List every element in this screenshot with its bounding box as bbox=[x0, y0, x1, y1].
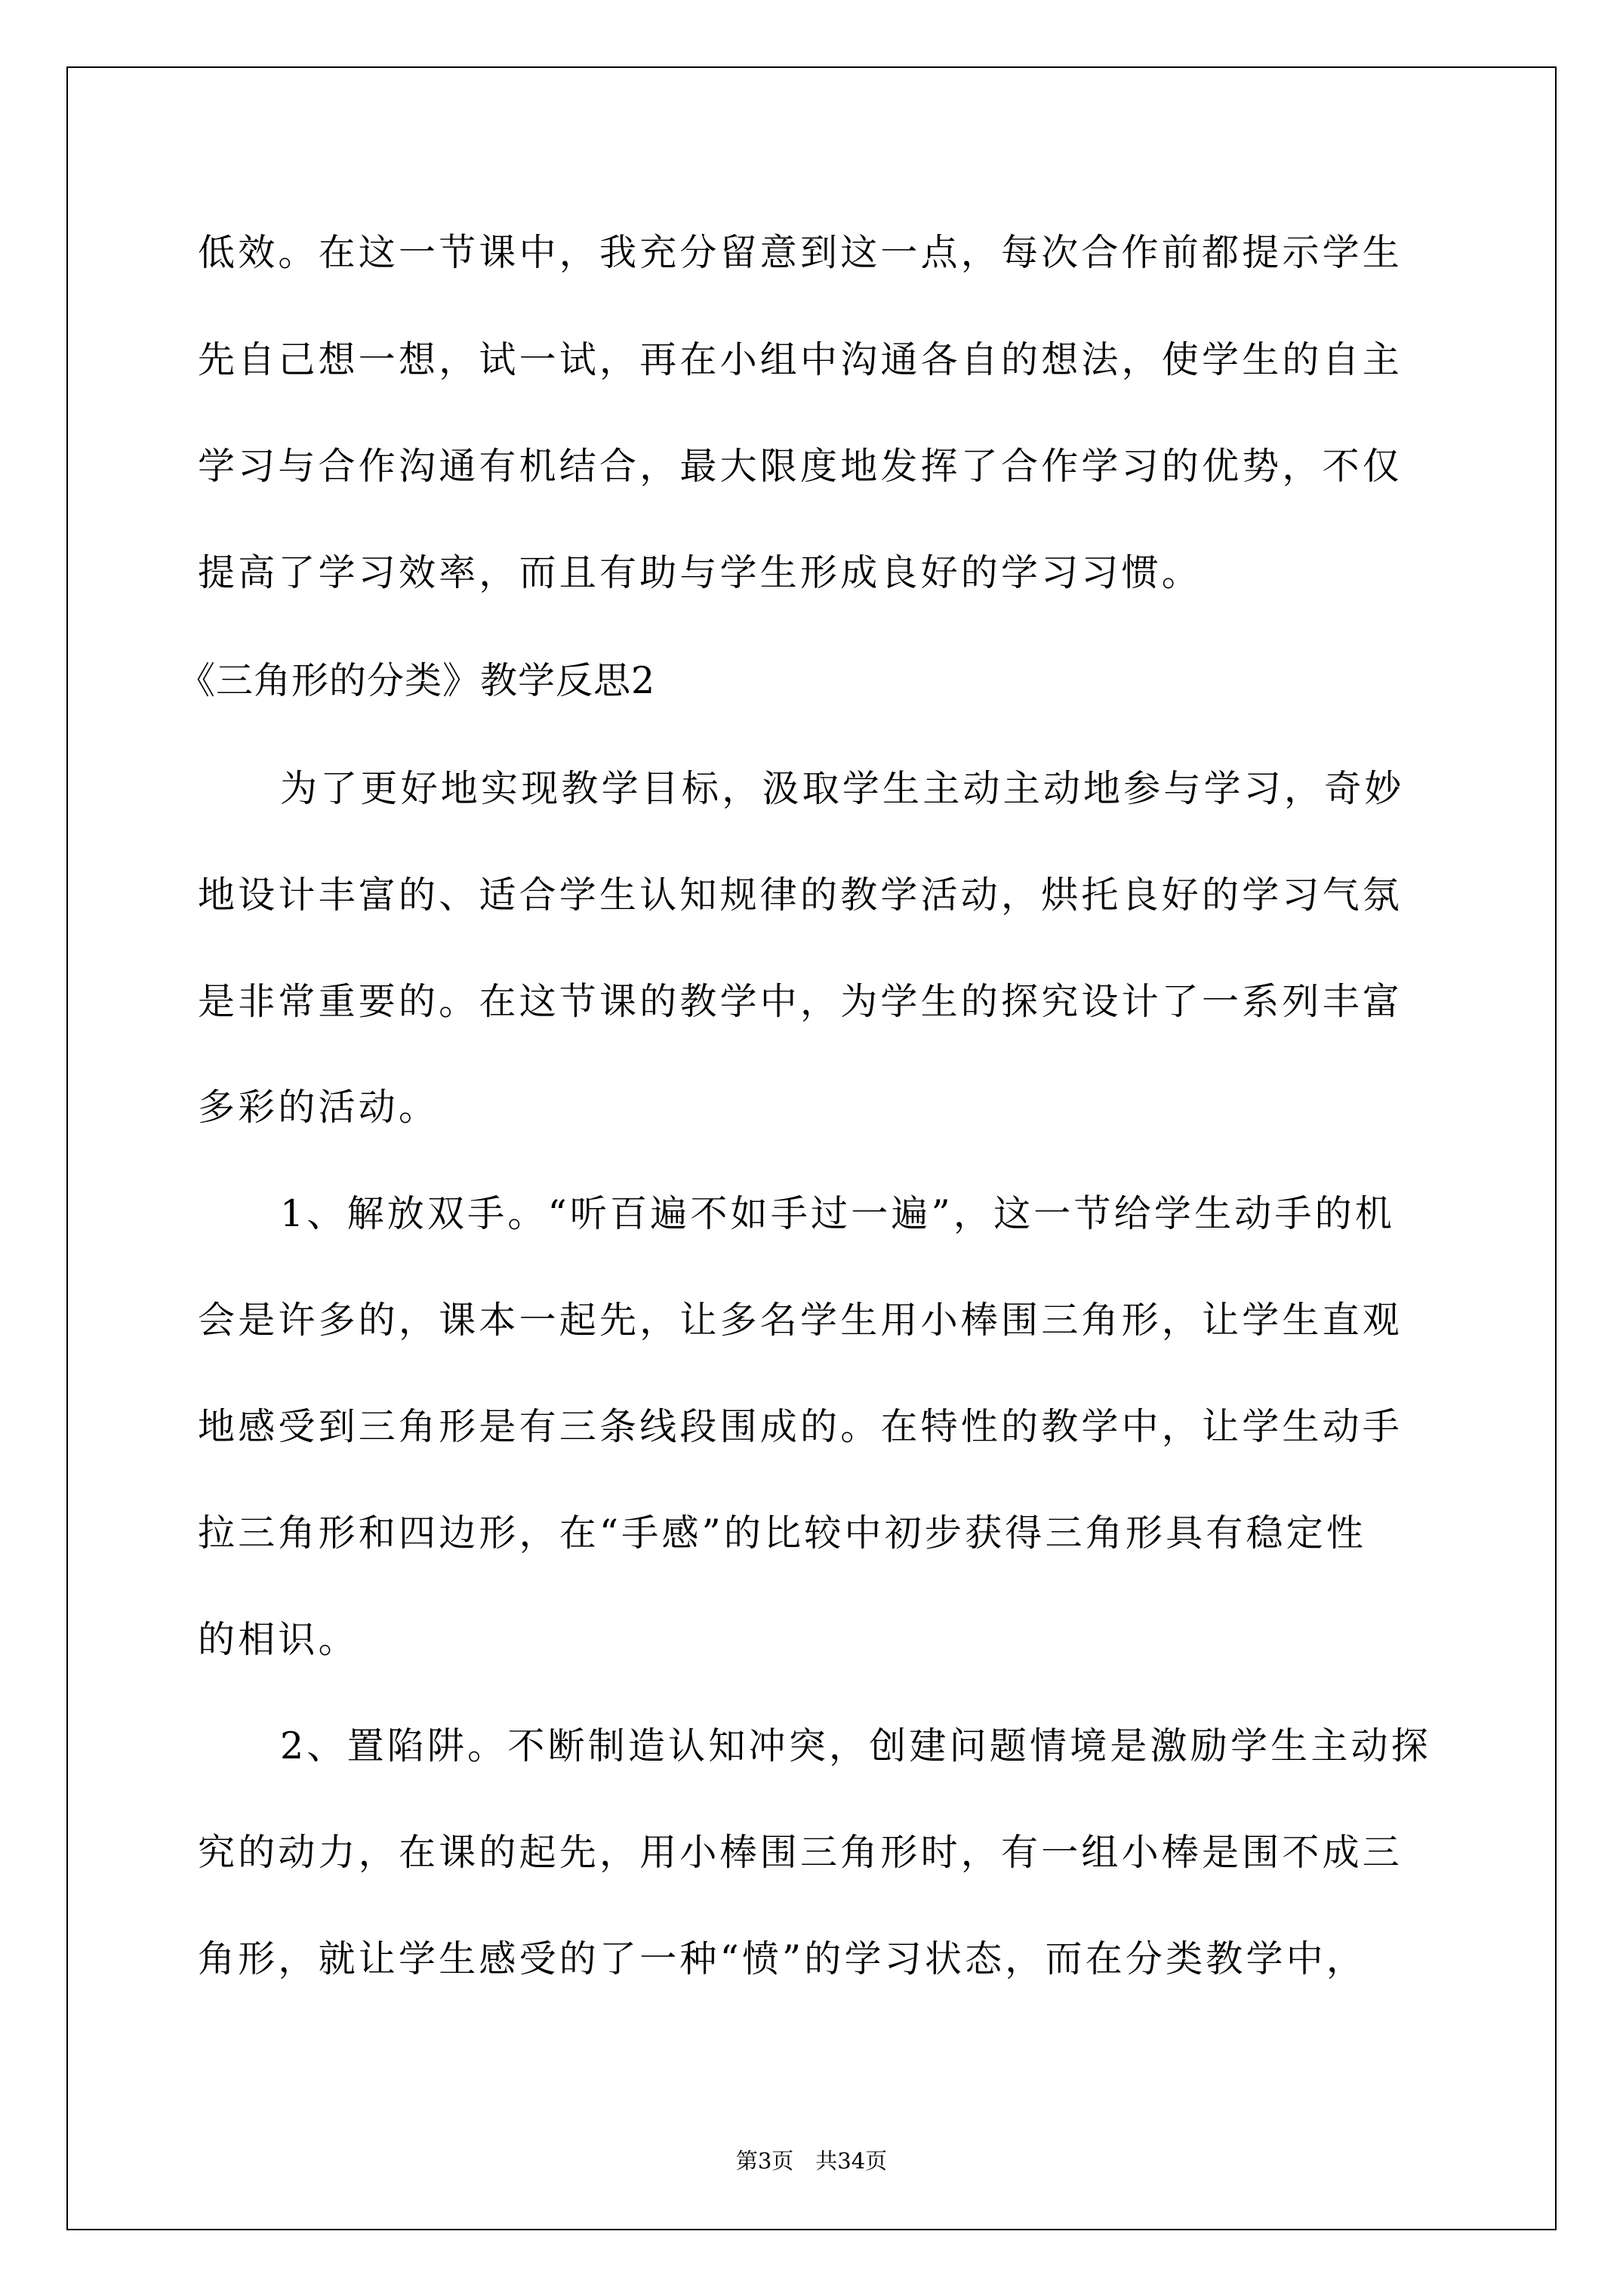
paragraph-start-line: 1、解放双手。“听百遍不如手过一遍”，这一节给学生动手的机 bbox=[280, 1192, 1396, 1235]
body-line: 拉三角形和四边形，在“手感”的比较中初步获得三角形具有稳定性 bbox=[198, 1512, 1367, 1555]
body-line: 角形，就让学生感受的了一种“愤”的学习状态，而在分类教学中， bbox=[198, 1937, 1367, 1980]
body-line: 地设计丰富的、适合学生认知规律的教学活动，烘托良好的学习气氛 bbox=[198, 874, 1403, 917]
body-line: 提高了学习效率，而且有助与学生形成良好的学习习惯。 bbox=[198, 551, 1203, 594]
body-line: 先自己想一想，试一试，再在小组中沟通各自的想法，使学生的自主 bbox=[198, 338, 1403, 381]
body-line: 会是许多的，课本一起先，让多名学生用小棒围三角形，让学生直观 bbox=[198, 1299, 1403, 1342]
body-line: 地感受到三角形是有三条线段围成的。在特性的教学中，让学生动手 bbox=[198, 1405, 1403, 1448]
body-line: 是非常重要的。在这节课的教学中，为学生的探究设计了一系列丰富 bbox=[198, 980, 1403, 1023]
body-line: 多彩的活动。 bbox=[198, 1086, 439, 1129]
page-number-footer: 第3页 共34页 bbox=[735, 2148, 888, 2174]
body-line: 低效。在这一节课中，我充分留意到这一点，每次合作前都提示学生 bbox=[198, 231, 1403, 274]
body-line: 究的动力，在课的起先，用小棒围三角形时，有一组小棒是围不成三 bbox=[198, 1831, 1403, 1874]
body-line: 学习与合作沟通有机结合，最大限度地发挥了合作学习的优势，不仅 bbox=[198, 445, 1403, 488]
paragraph-start-line: 2、置陷阱。不断制造认知冲突，创建问题情境是激励学生主动探 bbox=[280, 1724, 1431, 1767]
page-border bbox=[66, 66, 1557, 2230]
section-heading: 《三角形的分类》教学反思2 bbox=[178, 659, 656, 702]
body-line: 的相识。 bbox=[198, 1618, 359, 1661]
paragraph-start-line: 为了更好地实现教学目标，汲取学生主动主动地参与学习，奇妙 bbox=[280, 767, 1405, 810]
